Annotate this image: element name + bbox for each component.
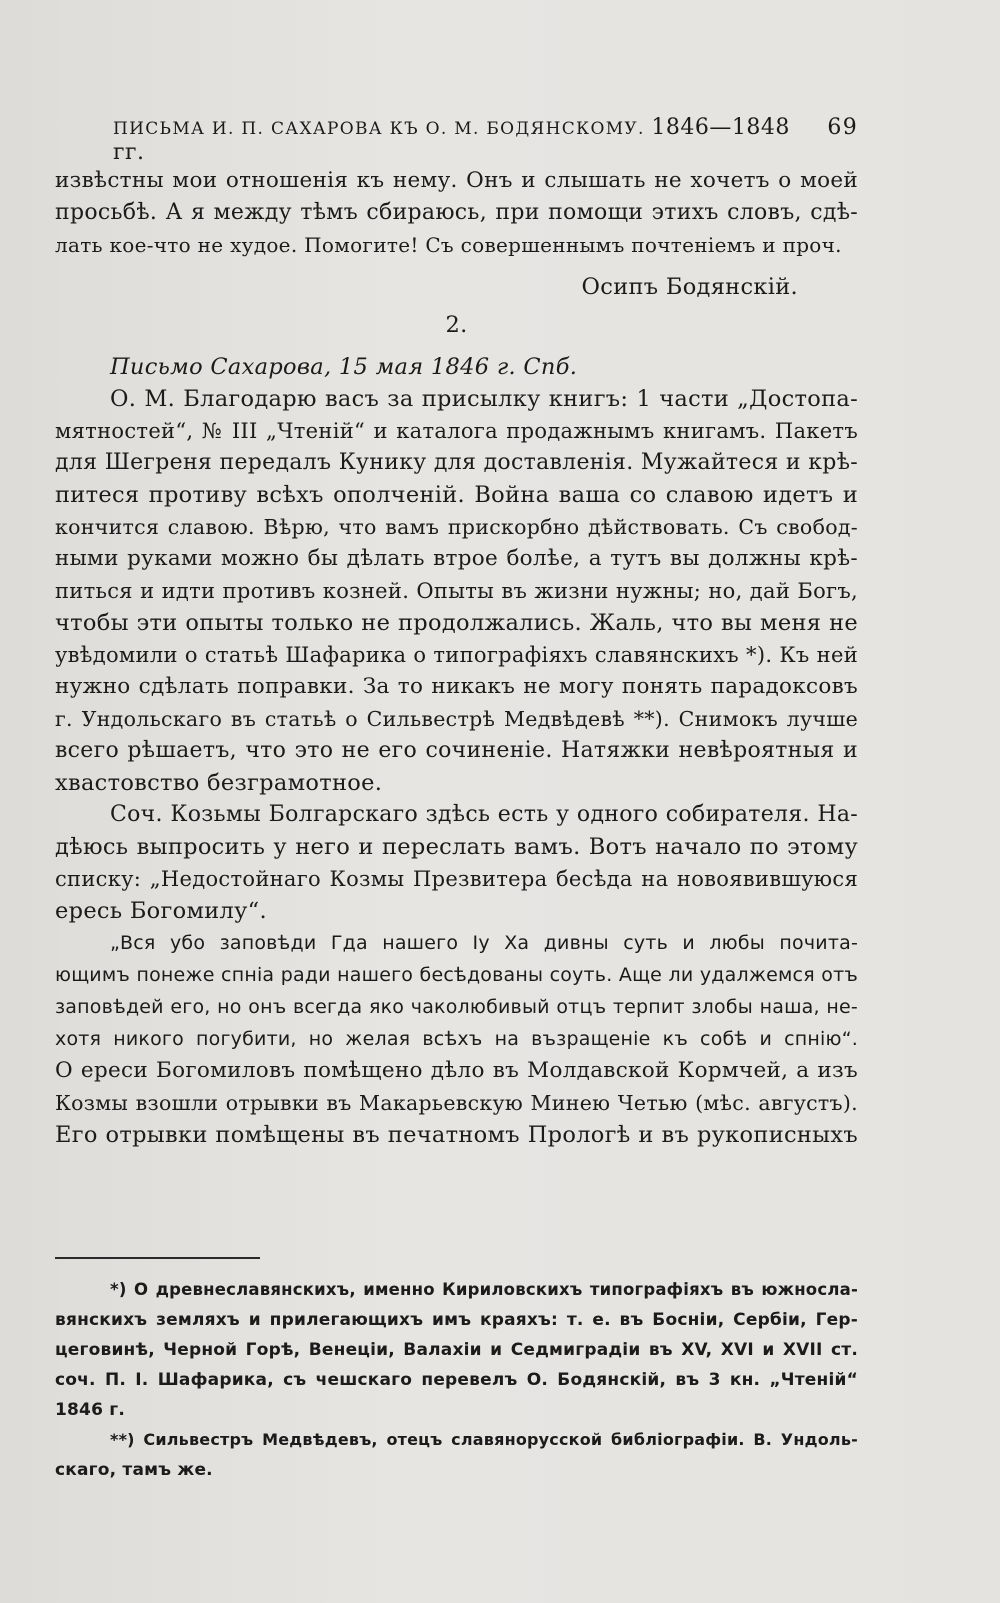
footnote-line: соч. П. І. Шафарика, съ чешскаго перевелъ О. Бодянскій, въ 3 кн. „Чтеній“: [55, 1370, 858, 1390]
footnotes: [55, 1275, 858, 1485]
old-slavonic-quote-line: хотя никого погубити, но желая всѣхъ на възращеніе къ собѣ и спнію“.: [55, 1028, 858, 1050]
text-line: ными руками можно бы дѣлать втрое болѣе, а тутъ вы должны крѣ-: [55, 546, 858, 571]
letter-number: 2.: [445, 312, 468, 338]
text-line: кончится славою. Вѣрю, что вамъ прискорбно дѣйствовать. Съ свобод-: [55, 515, 858, 539]
main-text: [55, 165, 858, 1151]
footnote-line: вянскихъ земляхъ и прилегающихъ имъ краяхъ: т. е. въ Босніи, Сербіи, Гер-: [55, 1310, 858, 1330]
text-line: увѣдомили о статьѣ Шафарика о типографіяхъ славянскихъ *). Къ ней: [55, 643, 858, 667]
text-line: питься и идти противъ козней. Опыты въ жизни нужны; но, дай Богъ,: [55, 579, 858, 603]
text-line: О ереси Богомиловъ помѣщено дѣло въ Молдавской Кормчей, а изъ: [55, 1058, 858, 1083]
signature: Осипъ Бодянскій.: [581, 274, 798, 300]
text-line: питеся противу всѣхъ ополченій. Война ваша со славою идетъ и: [55, 482, 858, 508]
old-slavonic-quote-line: ющимъ понеже спніа ради нашего бесѣдованы соуть. Аще ли удалжемся отъ: [55, 964, 858, 986]
letter-heading: Письмо Сахарова, 15 мая 1846 г. Спб.: [110, 354, 578, 380]
old-slavonic-quote-line: „Вся убо заповѣди Гда нашего Іу Ха дивны суть и любы почита-: [110, 932, 858, 954]
text-line: извѣстны мои отношенія къ нему. Онъ и слышать не хочетъ о моей: [55, 168, 858, 193]
running-header: [113, 115, 858, 165]
text-line: Его отрывки помѣщены въ печатномъ Прологѣ и въ рукописныхъ: [55, 1122, 858, 1148]
footnote-line: 1846 г.: [55, 1400, 125, 1420]
text-line: г. Ундольскаго въ статьѣ о Сильвестрѣ Медвѣдевѣ **). Снимокъ лучше: [55, 707, 858, 731]
footnote-divider: [55, 1257, 260, 1259]
text-line: Соч. Козьмы Болгарскаго здѣсь есть у одного собирателя. На-: [110, 802, 858, 827]
header-title-text: ПИСЬМА И. П. САХАРОВА КЪ О. М. БОДЯНСКОМУ.: [113, 119, 645, 139]
text-line: хвастовство безграмотное.: [55, 770, 383, 796]
text-line: списку: „Недостойнаго Козмы Презвитера бесѣда на новоявившуюся: [55, 867, 858, 891]
footnote-line: цеговинѣ, Черной Горѣ, Венеціи, Валахіи и Седмиградіи въ XV, XVI и XVII ст.: [55, 1340, 858, 1360]
old-slavonic-quote-line: заповѣдей его, но онъ всегда яко чаколюбивый отцъ терпит злобы наша, не-: [55, 996, 858, 1018]
text-line: лать кое-что не худое. Помогите! Съ совершеннымъ почтеніемъ и проч.: [55, 233, 842, 257]
header-title: [113, 115, 827, 165]
text-line: всего рѣшаетъ, что это не его сочиненіе. Натяжки невѣроятныя и: [55, 738, 858, 763]
text-line: мятностей“, № III „Чтеній“ и каталога продажнымъ книгамъ. Пакетъ: [55, 419, 858, 443]
text-line: Козмы взошли отрывки въ Макарьевскую Минею Четью (мѣс. августъ).: [55, 1091, 858, 1115]
text-line: для Шегреня передалъ Кунику для доставленія. Мужайтеся и крѣ-: [55, 450, 858, 475]
page-number: 69: [827, 115, 858, 140]
text-line: О. М. Благодарю васъ за присылку книгъ: 1 части „Достопа-: [110, 386, 858, 412]
footnote-line: скаго, тамъ же.: [55, 1460, 213, 1480]
text-line: просьбѣ. А я между тѣмъ сбираюсь, при помощи этихъ словъ, сдѣ-: [55, 200, 858, 225]
text-line: чтобы эти опыты только не продолжались. Жаль, что вы меня не: [55, 610, 858, 636]
footnote-line: **) Сильвестръ Медвѣдевъ, отецъ славянорусской библіографіи. В. Ундоль-: [110, 1430, 858, 1449]
footnote-line: *) О древнеславянскихъ, именно Кириловскихъ типографіяхъ въ южносла-: [110, 1280, 858, 1299]
text-line: нужно сдѣлать поправки. За то никакъ не могу понять парадоксовъ: [55, 674, 858, 699]
text-line: дѣюсь выпросить у него и переслать вамъ. Вотъ начало по этому: [55, 834, 858, 860]
header-years: 1846—1848 гг.: [113, 115, 790, 165]
text-line: ересь Богомилу“.: [55, 898, 267, 924]
